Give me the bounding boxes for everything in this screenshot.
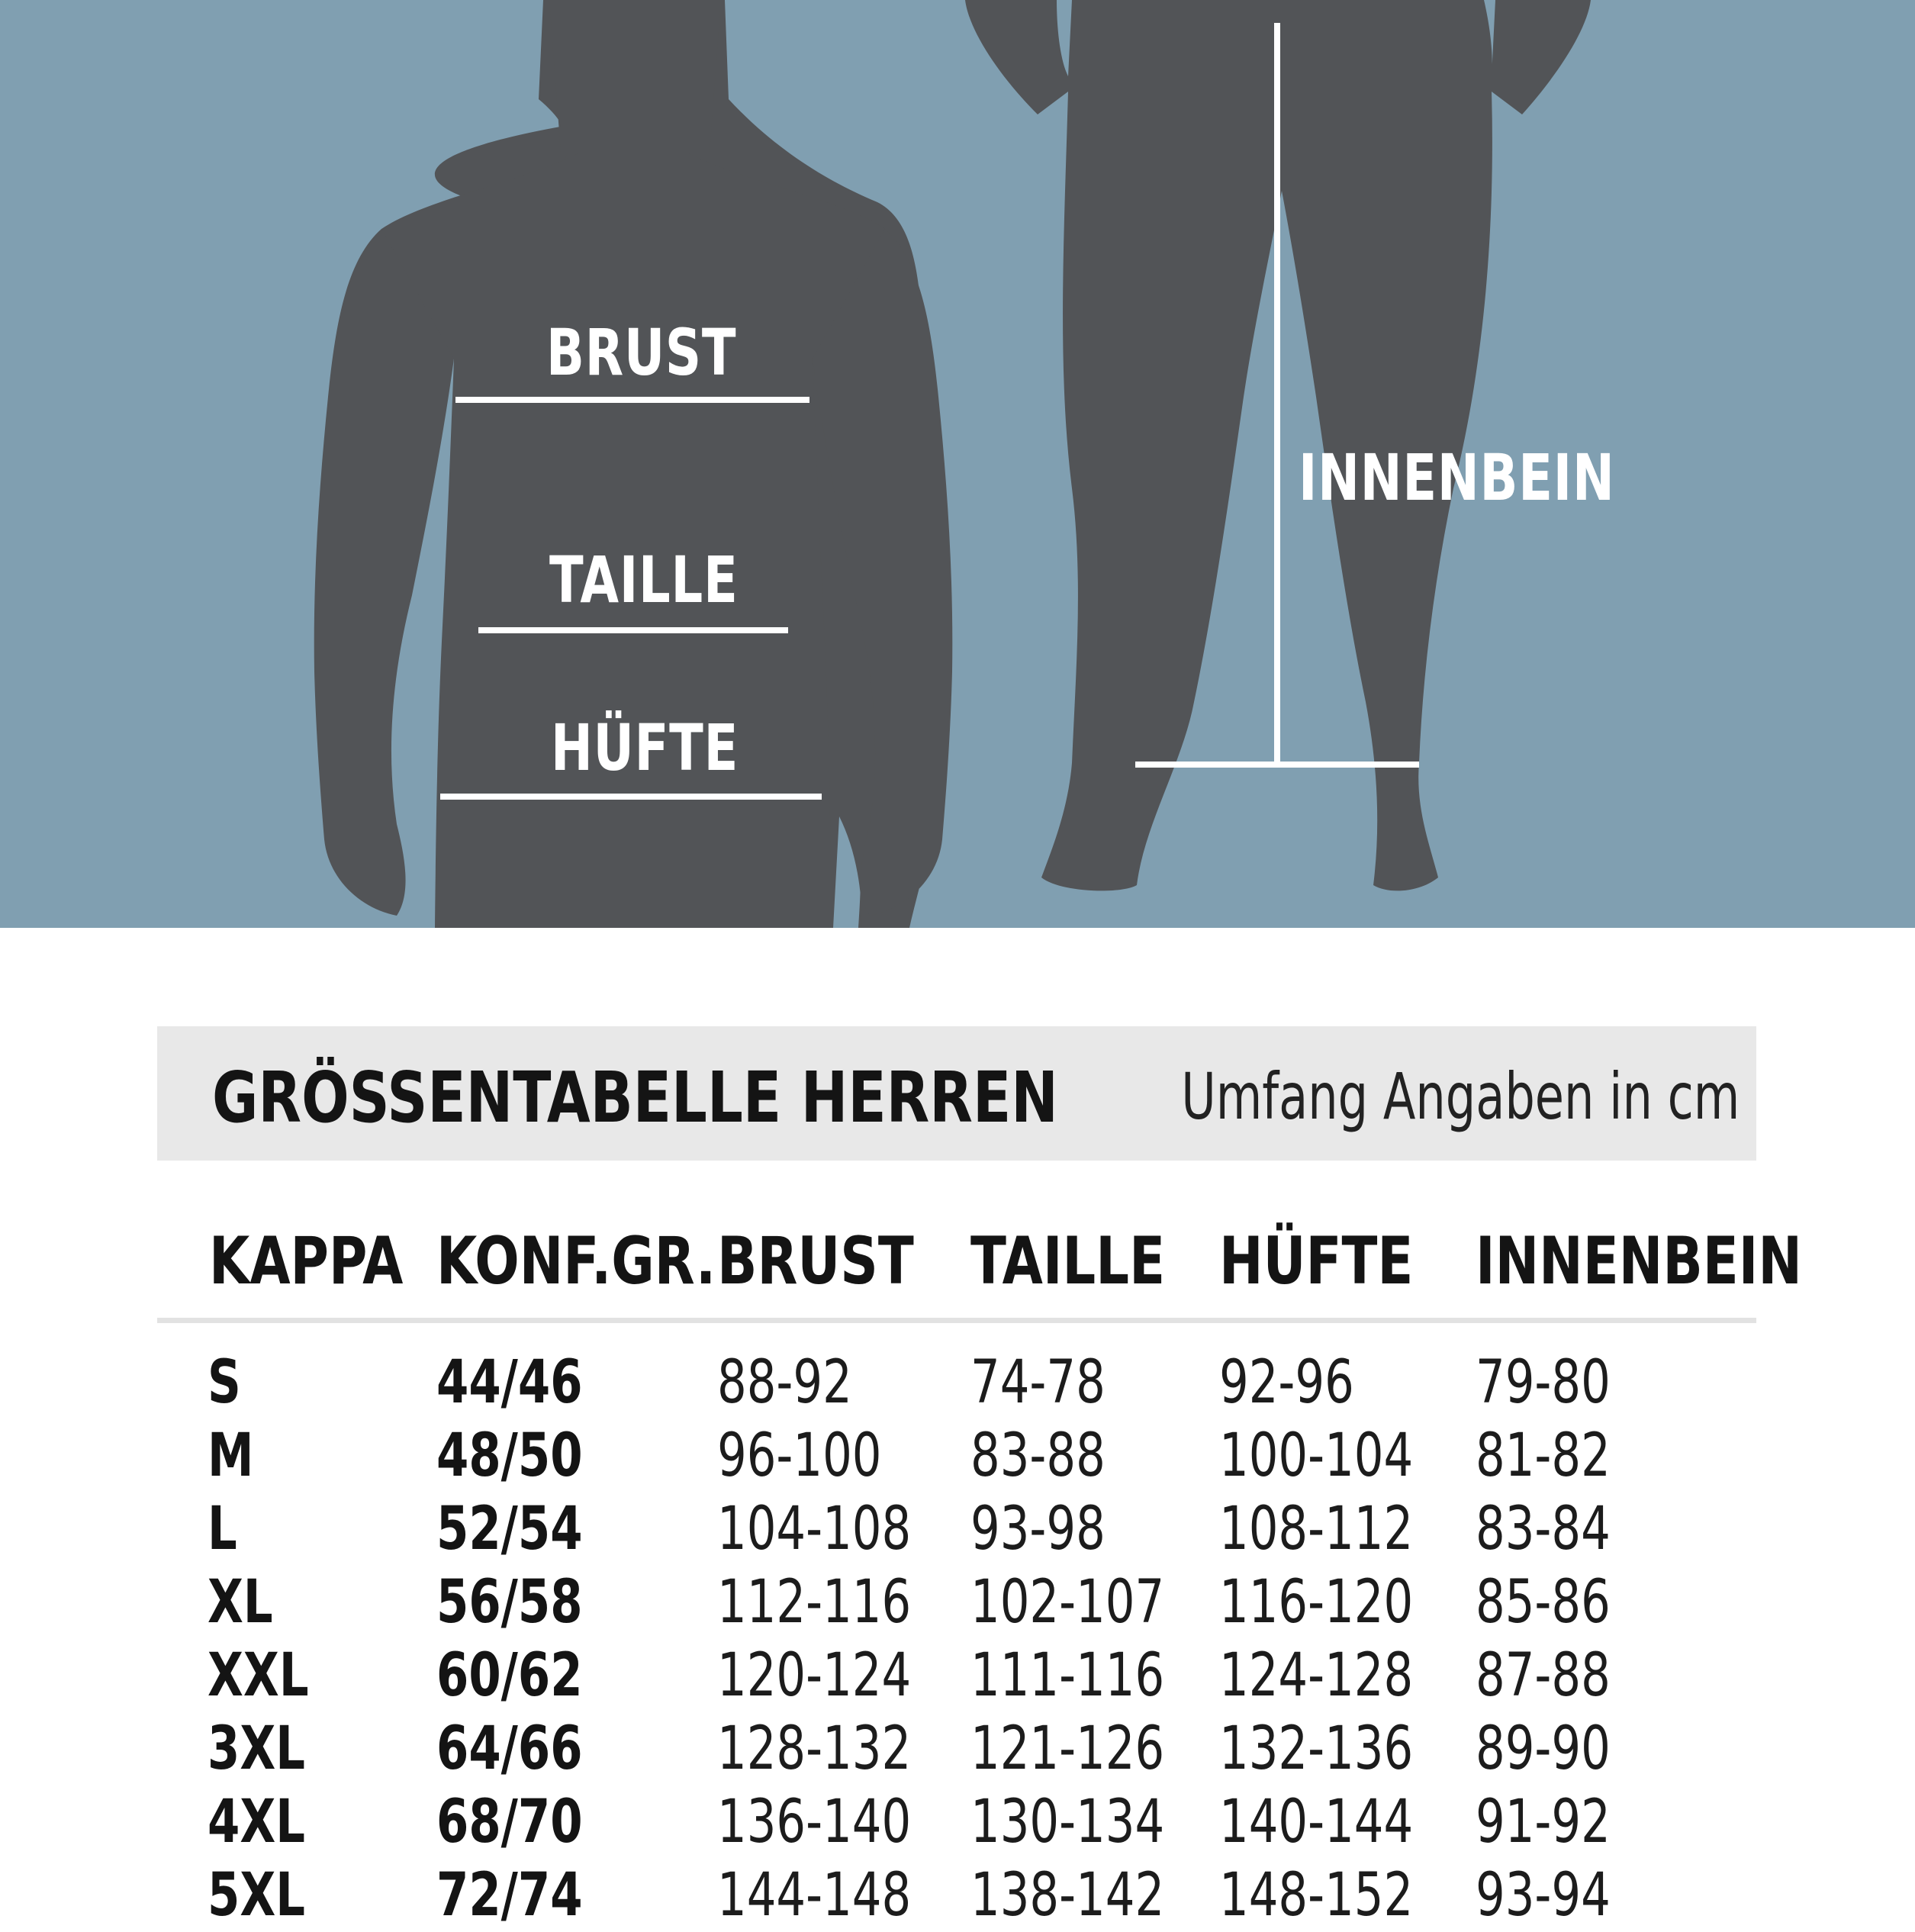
- cell-taille: 83-88: [970, 1422, 1106, 1490]
- hip-label: HÜFTE: [551, 710, 739, 785]
- cell-taille: 130-134: [970, 1788, 1165, 1856]
- cell-huefte: 92-96: [1219, 1348, 1354, 1417]
- cell-huefte: 108-112: [1219, 1495, 1414, 1563]
- inseam-label: INNENBEIN: [1299, 440, 1615, 515]
- column-header-taille: TAILLE: [970, 1223, 1166, 1299]
- cell-taille: 93-98: [970, 1495, 1106, 1563]
- cell-innenbein: 91-92: [1476, 1788, 1611, 1856]
- cell-konf-gr: 52/54: [436, 1495, 583, 1563]
- cell-brust: 104-108: [717, 1495, 912, 1563]
- table-row: [0, 1346, 1915, 1419]
- waist-label: TAILLE: [549, 543, 739, 617]
- cell-kappa: S: [208, 1348, 241, 1417]
- cell-konf-gr: 64/66: [436, 1715, 583, 1783]
- unit-note: Umfang Angaben in cm: [1180, 1059, 1740, 1134]
- cell-brust: 120-124: [717, 1641, 912, 1710]
- chest-line: [455, 397, 809, 403]
- size-table-title: GRÖSSENTABELLE HERREN: [212, 1057, 1058, 1138]
- cell-innenbein: 83-84: [1476, 1495, 1611, 1563]
- inseam-foot-line: [1135, 762, 1419, 768]
- cell-brust: 112-116: [717, 1568, 912, 1637]
- table-row: [0, 1566, 1915, 1639]
- cell-innenbein: 79-80: [1476, 1348, 1611, 1417]
- cell-taille: 138-142: [970, 1861, 1165, 1930]
- table-row: [0, 1859, 1915, 1932]
- cell-kappa: L: [208, 1495, 237, 1563]
- upper-body-left-arm: [314, 229, 454, 916]
- cell-konf-gr: 48/50: [436, 1422, 583, 1490]
- cell-kappa: 5XL: [208, 1861, 306, 1930]
- upper-body-waist: [435, 359, 832, 928]
- cell-kappa: 4XL: [208, 1788, 306, 1856]
- cell-taille: 111-116: [970, 1641, 1165, 1710]
- table-row: [0, 1785, 1915, 1859]
- table-row: [0, 1639, 1915, 1712]
- cell-taille: 121-126: [970, 1715, 1165, 1783]
- cell-konf-gr: 44/46: [436, 1348, 583, 1417]
- waist-line: [478, 627, 788, 633]
- cell-innenbein: 85-86: [1476, 1568, 1611, 1637]
- column-header-huefte: HÜFTE: [1219, 1223, 1414, 1299]
- upper-body-neck: [549, 0, 721, 153]
- column-header-brust: BRUST: [717, 1223, 914, 1299]
- cell-innenbein: 81-82: [1476, 1422, 1611, 1490]
- cell-brust: 136-140: [717, 1788, 912, 1856]
- cell-konf-gr: 56/58: [436, 1568, 583, 1637]
- cell-innenbein: 89-90: [1476, 1715, 1611, 1783]
- cell-kappa: M: [208, 1422, 254, 1490]
- cell-brust: 128-132: [717, 1715, 912, 1783]
- cell-taille: 74-78: [970, 1348, 1106, 1417]
- table-row: [0, 1492, 1915, 1566]
- cell-innenbein: 93-94: [1476, 1861, 1611, 1930]
- cell-konf-gr: 60/62: [436, 1641, 583, 1710]
- size-table-header: [157, 1026, 1756, 1161]
- table-row: [0, 1419, 1915, 1492]
- body-measurement-illustration: [0, 0, 1915, 928]
- cell-innenbein: 87-88: [1476, 1641, 1611, 1710]
- cell-huefte: 100-104: [1219, 1422, 1414, 1490]
- cell-brust: 88-92: [717, 1348, 852, 1417]
- cell-konf-gr: 72/74: [436, 1861, 583, 1930]
- cell-huefte: 132-136: [1219, 1715, 1414, 1783]
- chest-label: BRUST: [546, 315, 737, 390]
- cell-kappa: 3XL: [208, 1715, 306, 1783]
- silhouettes-graphic: [0, 0, 1915, 928]
- cell-huefte: 124-128: [1219, 1641, 1414, 1710]
- cell-konf-gr: 68/70: [436, 1788, 583, 1856]
- hip-line: [440, 794, 822, 800]
- cell-huefte: 140-144: [1219, 1788, 1414, 1856]
- size-table-body: [0, 1346, 1915, 1932]
- inseam-vertical-line: [1274, 23, 1280, 766]
- column-header-kappa: KAPPA: [209, 1223, 404, 1299]
- column-header-innenbein: INNENBEIN: [1476, 1223, 1802, 1299]
- cell-kappa: XXL: [208, 1641, 309, 1710]
- cell-huefte: 148-152: [1219, 1861, 1414, 1930]
- cell-taille: 102-107: [970, 1568, 1165, 1637]
- table-row: [0, 1712, 1915, 1785]
- column-header-konf-gr: KONF.GR.: [436, 1223, 716, 1299]
- cell-brust: 144-148: [717, 1861, 912, 1930]
- cell-huefte: 116-120: [1219, 1568, 1414, 1637]
- cell-brust: 96-100: [717, 1422, 882, 1490]
- header-divider: [157, 1318, 1756, 1323]
- cell-kappa: XL: [208, 1568, 273, 1637]
